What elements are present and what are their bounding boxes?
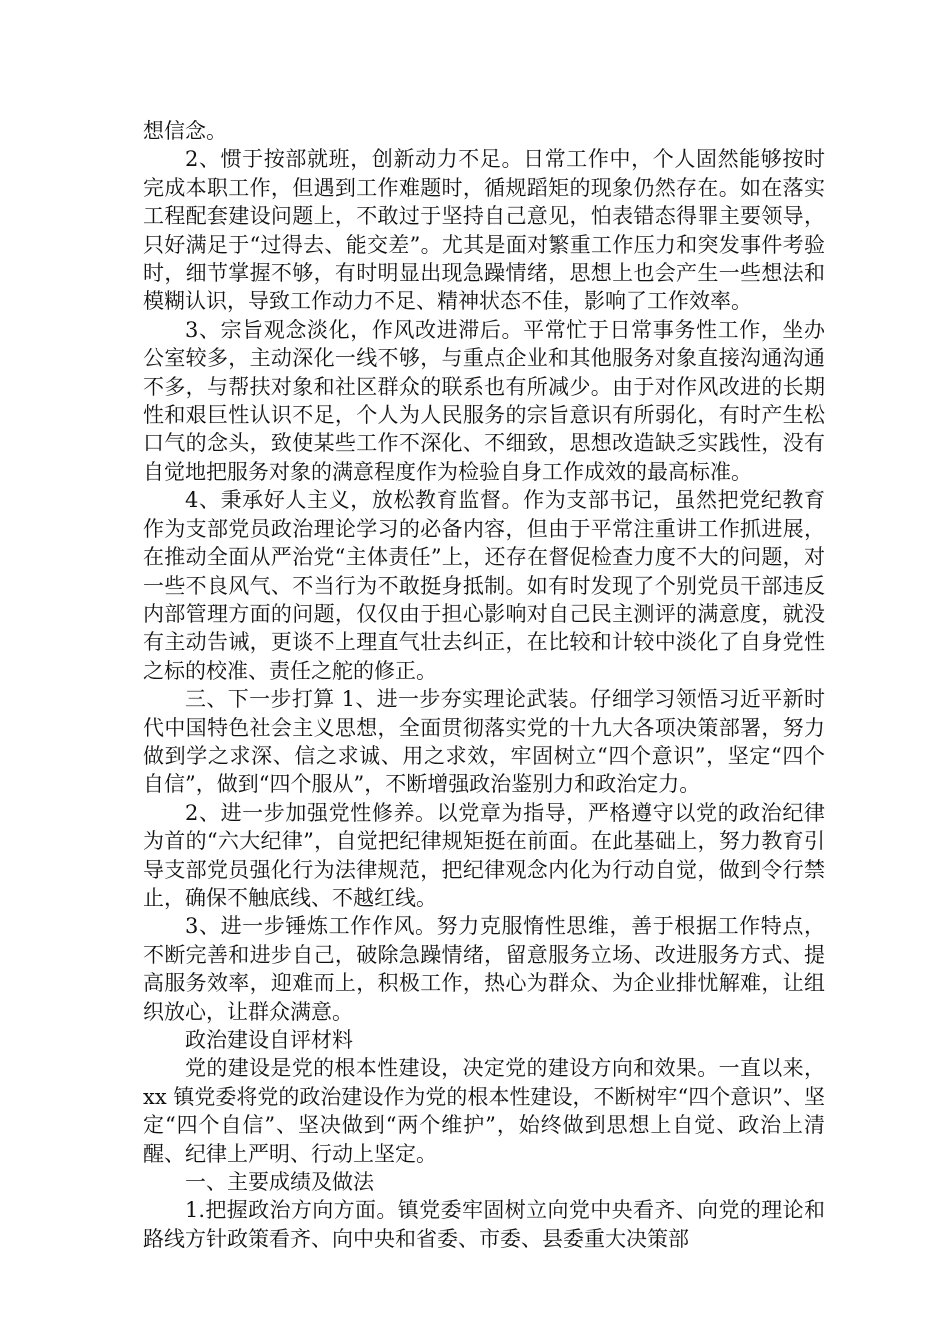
paragraph-point-2: 2、惯于按部就班，创新动力不足。日常工作中，个人固然能够按时完成本职工作，但遇到工作难题时，循规蹈矩的现象仍然存在。如在落实工程配套建设问题上，不敢过于坚持自己意见，怕表错态得罪主要领导，只好满足于“过得去、能交差”。尤其是面对繁重工作压力和突发事件考验时，细节掌握不够，有时明显出现急躁情绪，思想上也会产生一些想法和模糊认识，导致工作动力不足、精神状态不佳，影响了工作效率。: [143, 147, 825, 314]
document-page: [143, 117, 825, 1253]
paragraph-next-step-2: 2、进一步加强党性修养。以党章为指导，严格遵守以党的政治纪律为首的“六大纪律”，自觉把纪律规矩挺在前面。在此基础上，努力教育引导支部党员强化行为法律规范，把纪律观念内化为行动自觉，做到令行禁止，确保不触底线、不越红线。: [143, 800, 825, 910]
paragraph-next-steps: 三、下一步打算 1、进一步夯实理论武装。仔细学习领悟习近平新时代中国特色社会主义思想，全面贯彻落实党的十九大各项决策部署，努力做到学之求深、信之求诚、用之求效，牢固树立“四个意识”，坚定“四个自信”，做到“四个服从”，不断增强政治鉴别力和政治定力。: [143, 687, 825, 797]
paragraph-intro: 党的建设是党的根本性建设，决定党的建设方向和效果。一直以来，xx 镇党委将党的政治建设作为党的根本性建设，不断树牢“四个意识”、坚定“四个自信”、坚决做到“两个维护”，始终做到思想上自觉、政治上清醒、纪律上严明、行动上坚定。: [143, 1056, 825, 1166]
paragraph-item-1: 1.把握政治方向方面。镇党委牢固树立向党中央看齐、向党的理论和路线方针政策看齐、向中央和省委、市委、县委重大决策部: [143, 1198, 825, 1251]
section-heading: 一、主要成绩及做法: [185, 1170, 374, 1195]
paragraph-continuation: 想信念。: [143, 119, 227, 143]
paragraph-point-3: 3、宗旨观念淡化，作风改进滞后。平常忙于日常事务性工作，坐办公室较多，主动深化一线不够，与重点企业和其他服务对象直接沟通沟通不多，与帮扶对象和社区群众的联系也有所减少。由于对作风改进的长期性和艰巨性认识不足，个人为人民服务的宗旨意识有所弱化，有时产生松口气的念头，致使某些工作不深化、不细致，思想改造缺乏实践性，没有自觉地把服务对象的满意程度作为检验自身工作成效的最高标准。: [143, 317, 825, 484]
section-title: 政治建设自评材料: [185, 1028, 353, 1052]
paragraph-point-4: 4、秉承好人主义，放松教育监督。作为支部书记，虽然把党纪教育作为支部党员政治理论学习的必备内容，但由于平常注重讲工作抓进展，在推动全面从严治党“主体责任”上，还存在督促检查力度不大的问题，对一些不良风气、不当行为不敢挺身抵制。如有时发现了个别党员干部违反内部管理方面的问题，仅仅由于担心影响对自己民主测评的满意度，就没有主动告诫，更谈不上理直气壮去纠正，在比较和计较中淡化了自身党性之标的校准、责任之舵的修正。: [143, 488, 825, 683]
paragraph-next-step-3: 3、进一步锤炼工作作风。努力克服惰性思维，善于根据工作特点，不断完善和进步自己，破除急躁情绪，留意服务立场、改进服务方式、提高服务效率，迎难而上，积极工作，热心为群众、为企业排忧解难，让组织放心，让群众满意。: [143, 914, 825, 1024]
